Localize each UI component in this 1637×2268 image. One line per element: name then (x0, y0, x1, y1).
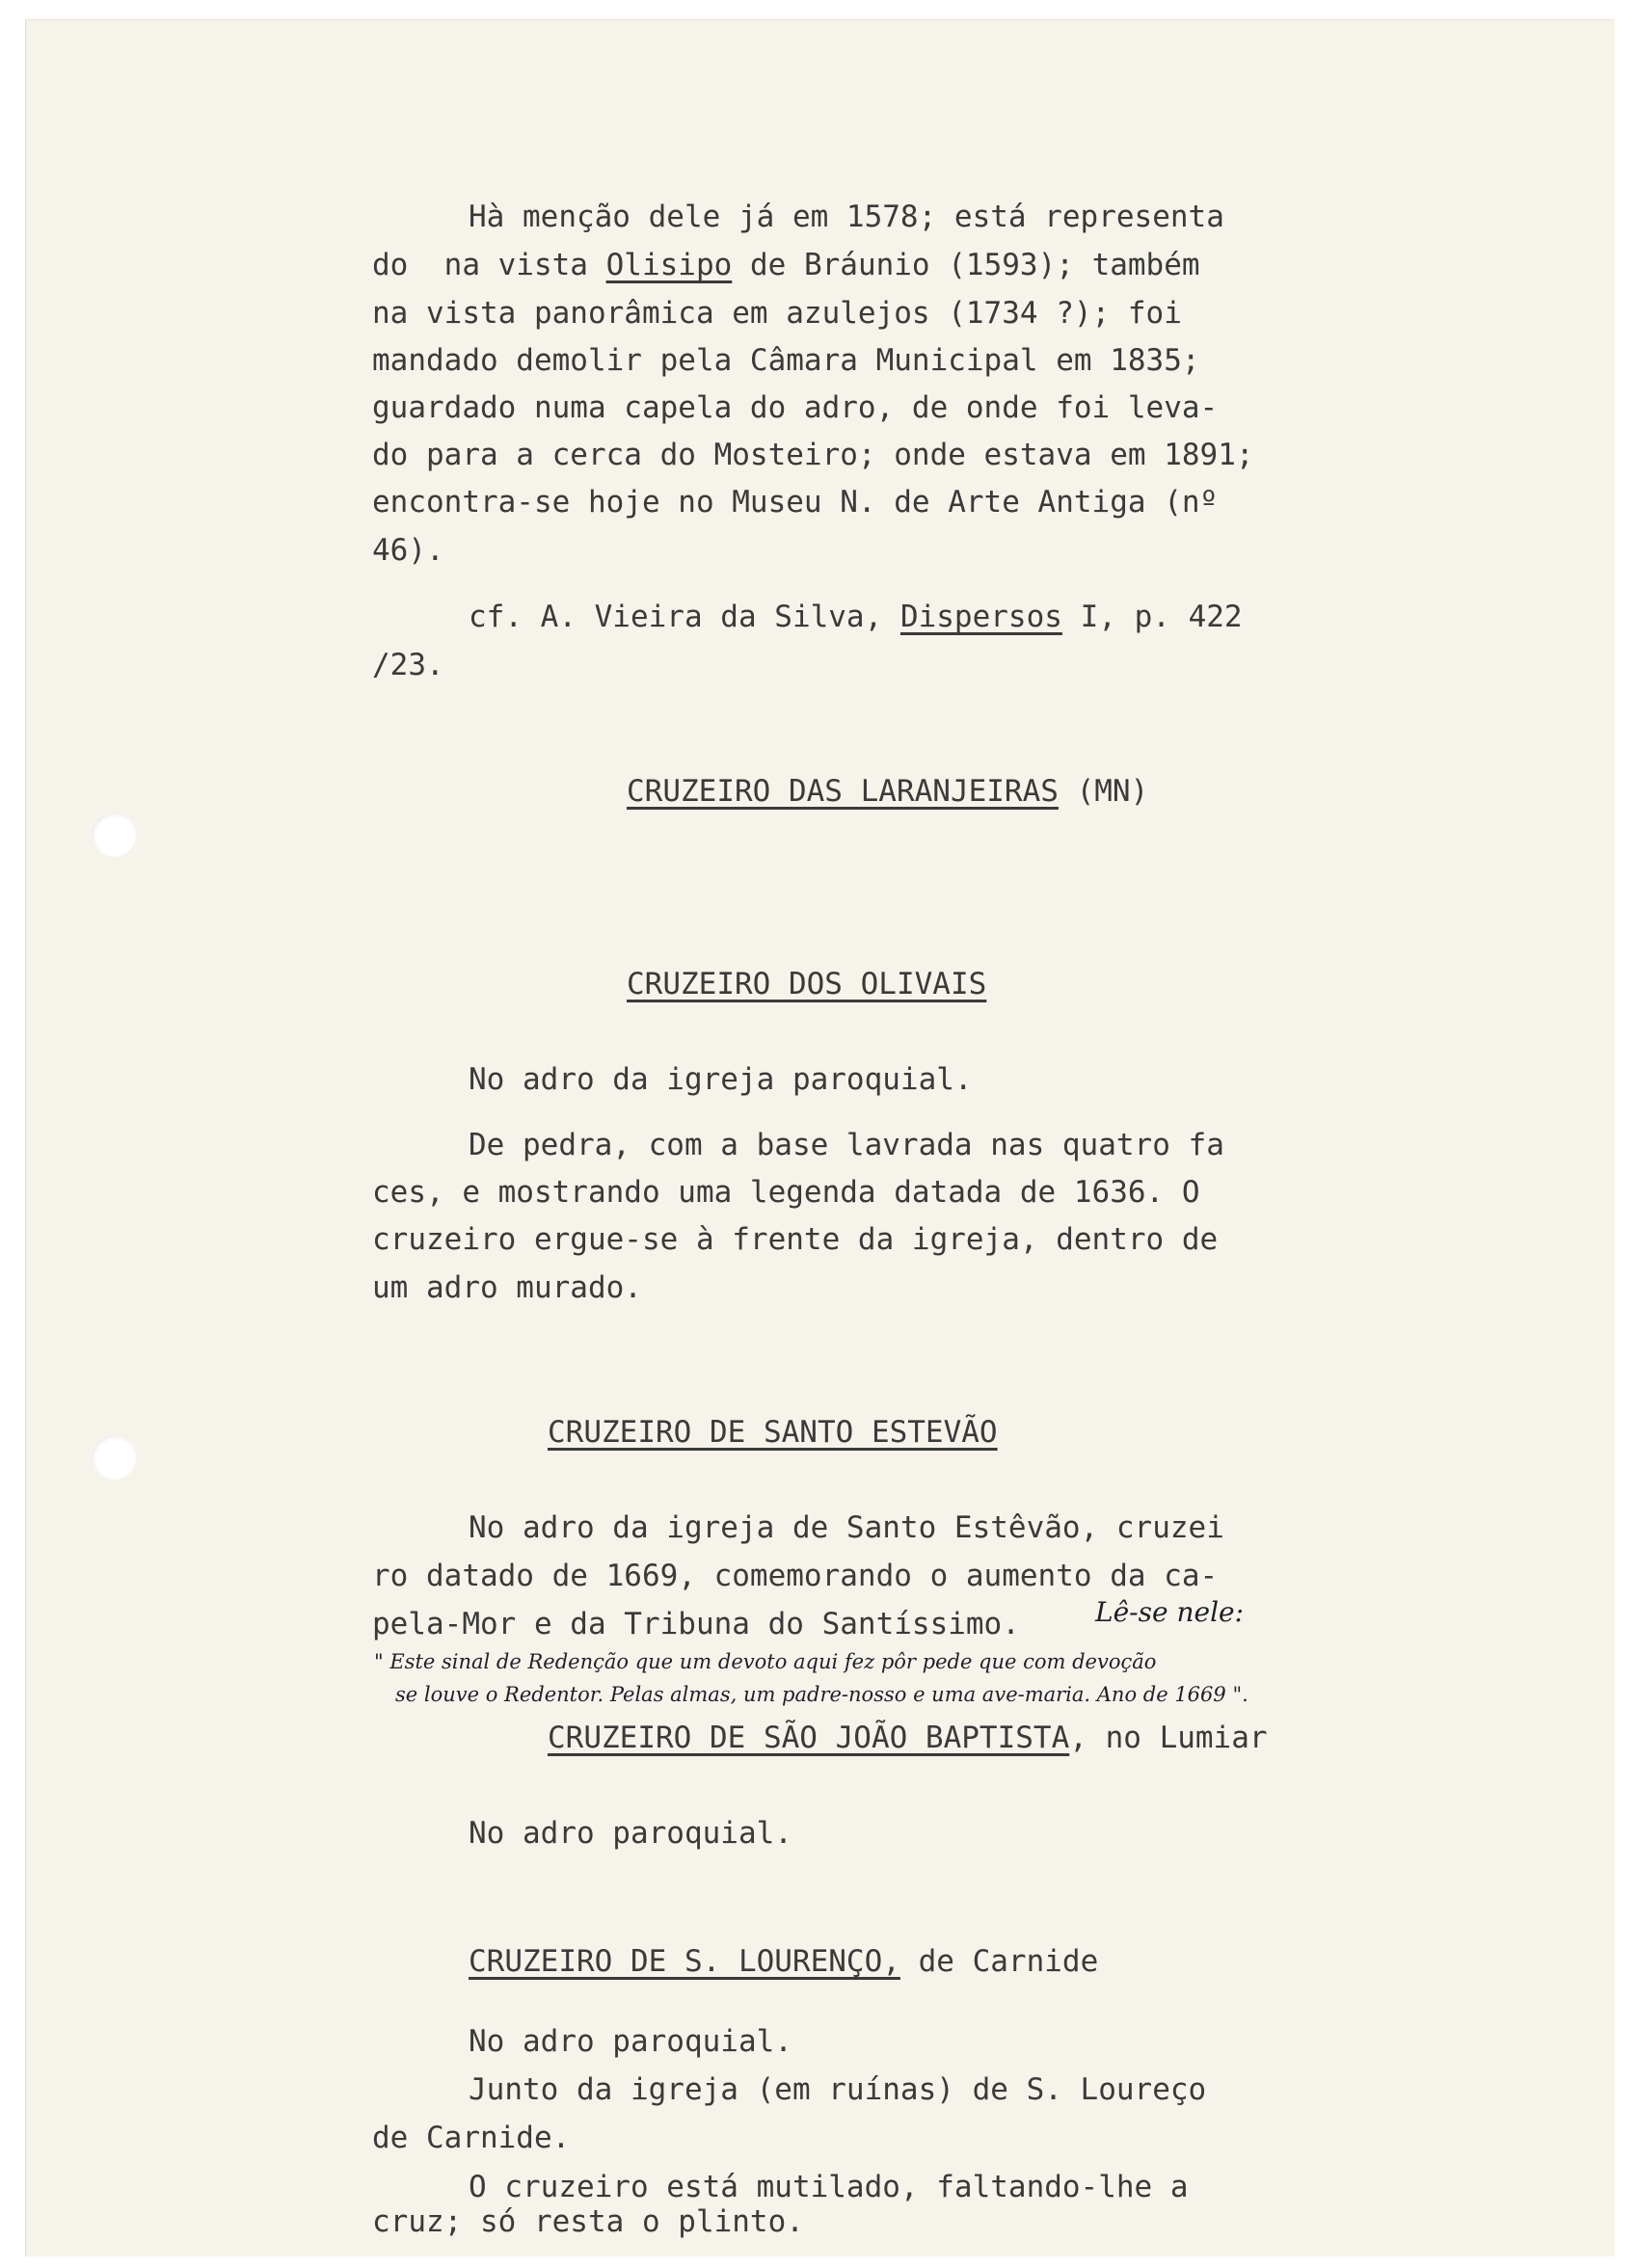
section-heading: CRUZEIRO DAS LARANJEIRAS (MN) (627, 774, 1149, 809)
text-line: mandado demolir pela Câmara Municipal em 1835; (372, 343, 1200, 378)
reference-line: cf. A. Vieira da Silva, Dispersos I, p. 422 (469, 600, 1243, 634)
text-line: No adro da igreja de Santo Estêvão, cruzei (469, 1510, 1224, 1545)
handwritten-note: Lê-se nele: (1095, 1596, 1245, 1628)
text-line: ces, e mostrando uma legenda datada de 1636. O (372, 1175, 1200, 1210)
section-heading: CRUZEIRO DOS OLIVAIS (627, 967, 987, 1001)
text-line: Hà menção dele já em 1578; está representa (469, 200, 1224, 234)
text-line: ro datado de 1669, comemorando o aumento da ca- (372, 1559, 1219, 1593)
text-line: No adro da igreja paroquial. (469, 1062, 973, 1097)
text-line: De pedra, com a base lavrada nas quatro fa (469, 1128, 1224, 1162)
text-line: do na vista Olisipo de Bráunio (1593); também (372, 248, 1200, 282)
text-line: 46). (372, 533, 444, 568)
text-line: do para a cerca do Mosteiro; onde estava em 1891; (372, 438, 1254, 472)
reference-line: /23. (372, 648, 444, 682)
text-line: O cruzeiro está mutilado, faltando-lhe a (469, 2170, 1189, 2204)
text-line: guardado numa capela do adro, de onde foi leva- (372, 390, 1219, 425)
text-line: cruz; só resta o plinto. (372, 2204, 804, 2239)
handwritten-note: " Este sinal de Redenção que um devoto aqui fez pôr pede que com devoção (374, 1650, 1157, 1673)
text-line: encontra-se hoje no Museu N. de Arte Antiga (nº (372, 485, 1219, 520)
text-line: Junto da igreja (em ruínas) de S. Loureço (469, 2072, 1207, 2107)
text-line: pela-Mor e da Tribuna do Santíssimo. (372, 1607, 1020, 1641)
section-heading: CRUZEIRO DE SÃO JOÃO BAPTISTA, no Lumiar (548, 1721, 1268, 1755)
punch-hole-top (92, 813, 136, 857)
section-heading: CRUZEIRO DE S. LOURENÇO, de Carnide (469, 1944, 1099, 1979)
text-line: de Carnide. (372, 2121, 571, 2155)
section-heading: CRUZEIRO DE SANTO ESTEVÃO (548, 1415, 998, 1450)
handwritten-note: se louve o Redentor. Pelas almas, um padre-nosso e uma ave-maria. Ano de 1669 ". (395, 1683, 1248, 1706)
text-line: cruzeiro ergue-se à frente da igreja, dentro de (372, 1222, 1219, 1257)
text-line: No adro paroquial. (469, 1816, 792, 1851)
punch-hole-bottom (92, 1435, 136, 1480)
text-line: No adro paroquial. (469, 2024, 792, 2059)
text-line: um adro murado. (372, 1270, 642, 1305)
text-line: na vista panorâmica em azulejos (1734 ?); foi (372, 296, 1182, 331)
